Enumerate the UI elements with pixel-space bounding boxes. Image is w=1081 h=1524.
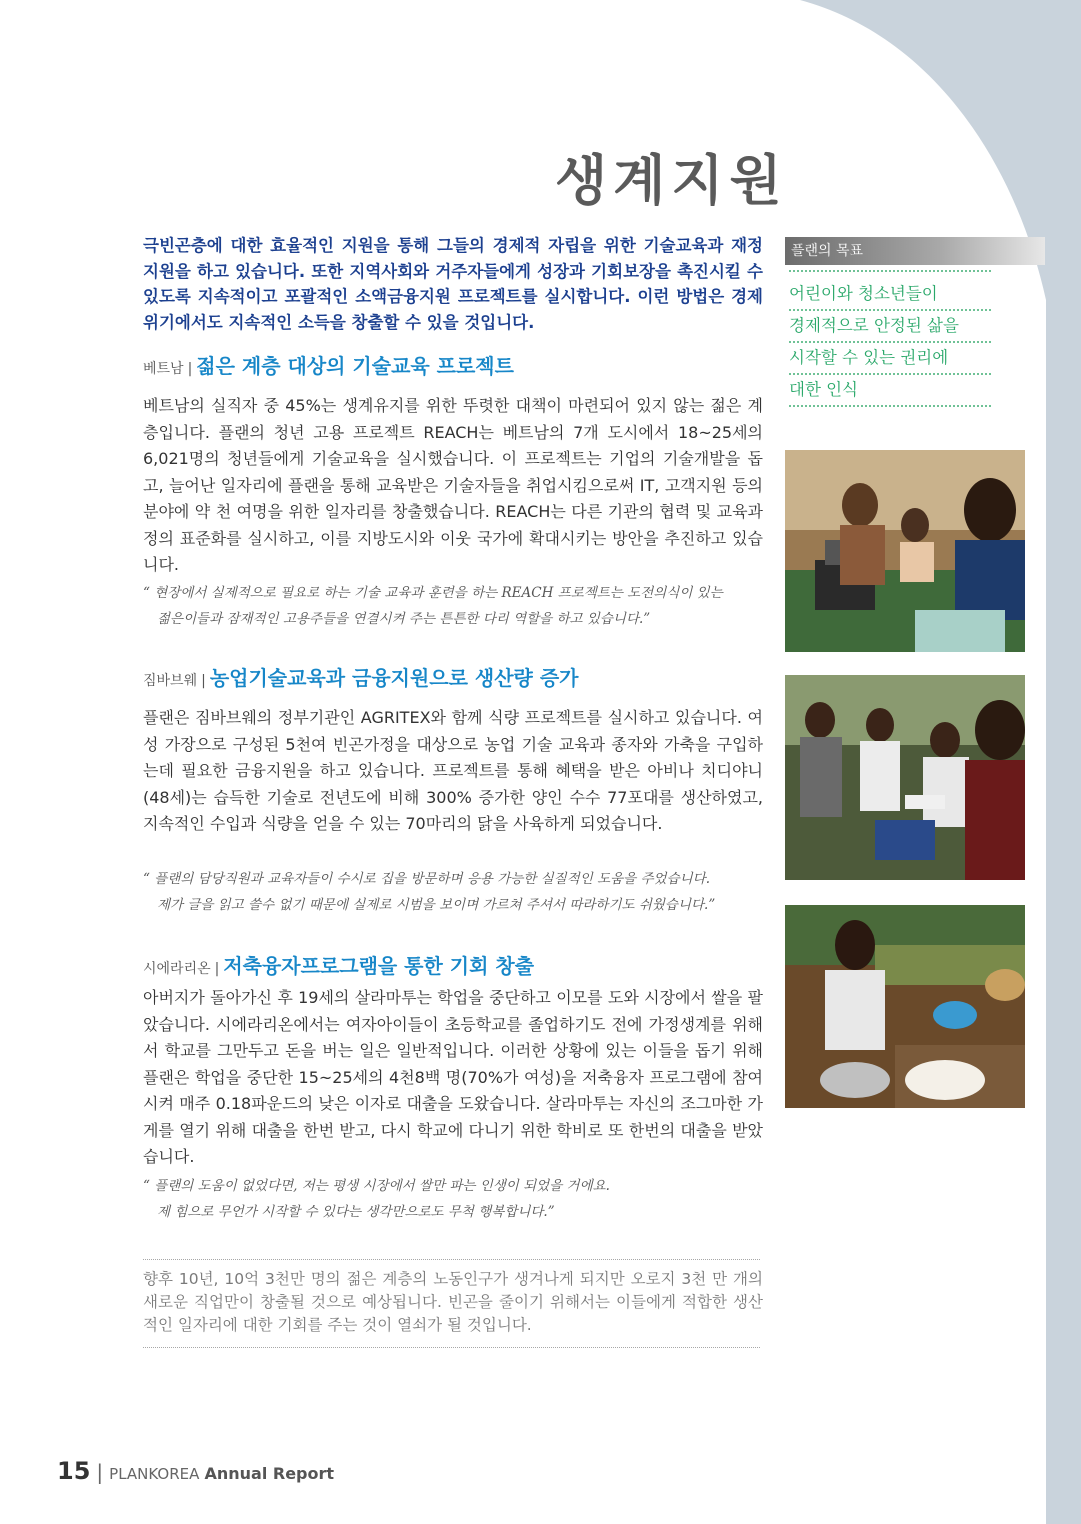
goal-line: 시작할 수 있는 권리에 xyxy=(789,342,991,375)
photo-market-vendor xyxy=(785,905,1025,1108)
section-separator: | xyxy=(201,673,206,689)
section-quote-zimbabwe xyxy=(143,866,715,918)
section-title: 저축융자프로그램을 통한 기회 창출 xyxy=(223,954,535,978)
goal-line: 대한 인식 xyxy=(789,374,991,407)
section-country: 베트남 xyxy=(143,361,184,377)
section-body-zimbabwe: 플랜은 짐바브웨의 정부기관인 AGRITEX와 함께 식량 프로젝트를 실시하고 있습니다. 여성 가장으로 구성된 5천여 빈곤가정을 대상으로 농업 기술 교육과 종자와 가축을 구입하는데 필요한 금융지원을 하고 있습니다. 프로젝트를 통해 혜택을 받은 아비나 치디야니(48세)는 습득한 기술로 전년도에 비해 300% 증가한 양인 수수 77포대를 생산하였고, 지속적인 수입과 식량을 얻을 수 있는 70마리의 닭을 사육하게 되었습니다. xyxy=(143,708,763,833)
quote-line: 젊은이들과 잠재적인 고용주들을 연결시켜 주는 튼튼한 다리 역할을 하고 있습니다.” xyxy=(157,611,651,627)
quote-line: 제가 글을 읽고 쓸수 없기 때문에 실제로 시범을 보이며 가르쳐 주셔서 따라하기도 쉬웠습니다.” xyxy=(157,897,716,913)
section-country: 짐바브웨 xyxy=(143,673,198,689)
photo-farm-group xyxy=(785,675,1025,880)
intro-paragraph: 극빈곤층에 대한 효율적인 지원을 통해 그들의 경제적 자립을 위한 기술교육과 재정 지원을 하고 있습니다. 또한 지역사회와 거주자들에게 성장과 기회보장을 촉진시킬 수 있도록 지속적이고 포괄적인 소액금융지원 프로젝트를 실시합니다. 이런 방법은 경제 위기에서도 지속적인 소득을 창출할 수 있을 것입니다. xyxy=(143,236,763,332)
footer-report: Annual Report xyxy=(204,1464,335,1483)
goal-line: 어린이와 청소년들이 xyxy=(789,278,991,311)
goal-line: 경제적으로 안정된 삶을 xyxy=(789,310,991,343)
section-body-sierra-leone: 아버지가 돌아가신 후 19세의 살라마투는 학업을 중단하고 이모를 도와 시장에서 쌀을 팔았습니다. 시에라리온에서는 여자아이들이 초등학교를 졸업하기도 전에 가정생계를 위해서 학교를 그만두고 돈을 버는 일은 일반적입니다. 이러한 상황에 있는 이들을 돕기 위해 플랜은 학업을 중단한 15~25세의 4천8백 명(70%가 여성)을 저축융자 프로그램에 참여시켜 매주 0.18파운드의 낮은 이자로 대출을 도왔습니다. 살라마투는 자신의 조그마한 가게를 열기 위해 대출을 한번 받고, 다시 학교에 다니기 위한 학비로 또 한번의 대출을 받았습니다. xyxy=(143,988,763,1166)
section-quote-sierra-leone xyxy=(143,1173,610,1225)
closing-bottom-rule xyxy=(143,1347,760,1348)
quote-line: “ 플랜의 도움이 없었다면, 저는 평생 시장에서 쌀만 파는 인생이 되었을 거에요. xyxy=(143,1178,610,1194)
section-separator: | xyxy=(214,961,220,977)
quote-line: 제 힘으로 무언가 시작할 수 있다는 생각만으로도 무척 행복합니다.” xyxy=(157,1204,555,1220)
section-separator: | xyxy=(187,361,193,377)
section-country: 시에라리온 xyxy=(143,961,211,977)
footer-separator: | xyxy=(96,1460,104,1484)
section-heading-zimbabwe xyxy=(143,662,578,691)
quote-line: “ 플랜의 담당직원과 교육자들이 수시로 집을 방문하며 응용 가능한 실질적인 도움을 주었습니다. xyxy=(143,871,710,887)
goal-top-rule xyxy=(789,270,991,272)
section-quote-vietnam xyxy=(143,580,723,632)
footer xyxy=(57,1457,334,1485)
section-title: 농업기술교육과 금융지원으로 생산량 증가 xyxy=(209,666,579,690)
section-body-vietnam: 베트남의 실직자 중 45%는 생계유지를 위한 뚜렷한 대책이 마련되어 있지 않는 젊은 계층입니다. 플랜의 청년 고용 프로젝트 REACH는 베트남의 7개 도시에서 18~25세의 6,021명의 청년들에게 기술교육을 실시했습니다. 이 프로젝트는 기업의 기술개발을 돕고, 늘어난 일자리에 플랜을 통해 교육받은 기술자들을 취업시킴으로써 IT, 고객지원 등의 분야에 약 천 여명을 위한 일자리를 창출했습니다. REACH는 다른 기관의 협력 및 교육과정의 표준화를 실시하고, 이를 지방도시와 이웃 국가에 확대시키는 방안을 추진하고 있습니다. xyxy=(143,396,763,574)
closing-top-rule xyxy=(143,1259,760,1260)
page-title: 생계지원 xyxy=(555,149,788,212)
section-heading-sierra-leone xyxy=(143,950,534,979)
photo-sewing-training xyxy=(785,450,1025,652)
page-number: 15 xyxy=(57,1457,91,1485)
quote-line: “ 현장에서 실제적으로 필요로 하는 기술 교육과 훈련을 하는 REACH 프로젝트는 도전의식이 있는 xyxy=(143,585,723,601)
section-heading-vietnam xyxy=(143,350,514,379)
footer-brand: PLANKOREA xyxy=(109,1465,200,1483)
section-title: 젊은 계층 대상의 기술교육 프로젝트 xyxy=(196,354,514,378)
goal-label-box: 플랜의 목표 xyxy=(785,237,1045,265)
closing-note: 향후 10년, 10억 3천만 명의 젊은 계층의 노동인구가 생겨나게 되지만 오로지 3천 만 개의 새로운 직업만이 창출될 것으로 예상됩니다. 빈곤을 줄이기 위해서는 이들에게 적합한 생산적인 일자리에 대한 기회를 주는 것이 열쇠가 될 것입니다. xyxy=(143,1270,763,1334)
